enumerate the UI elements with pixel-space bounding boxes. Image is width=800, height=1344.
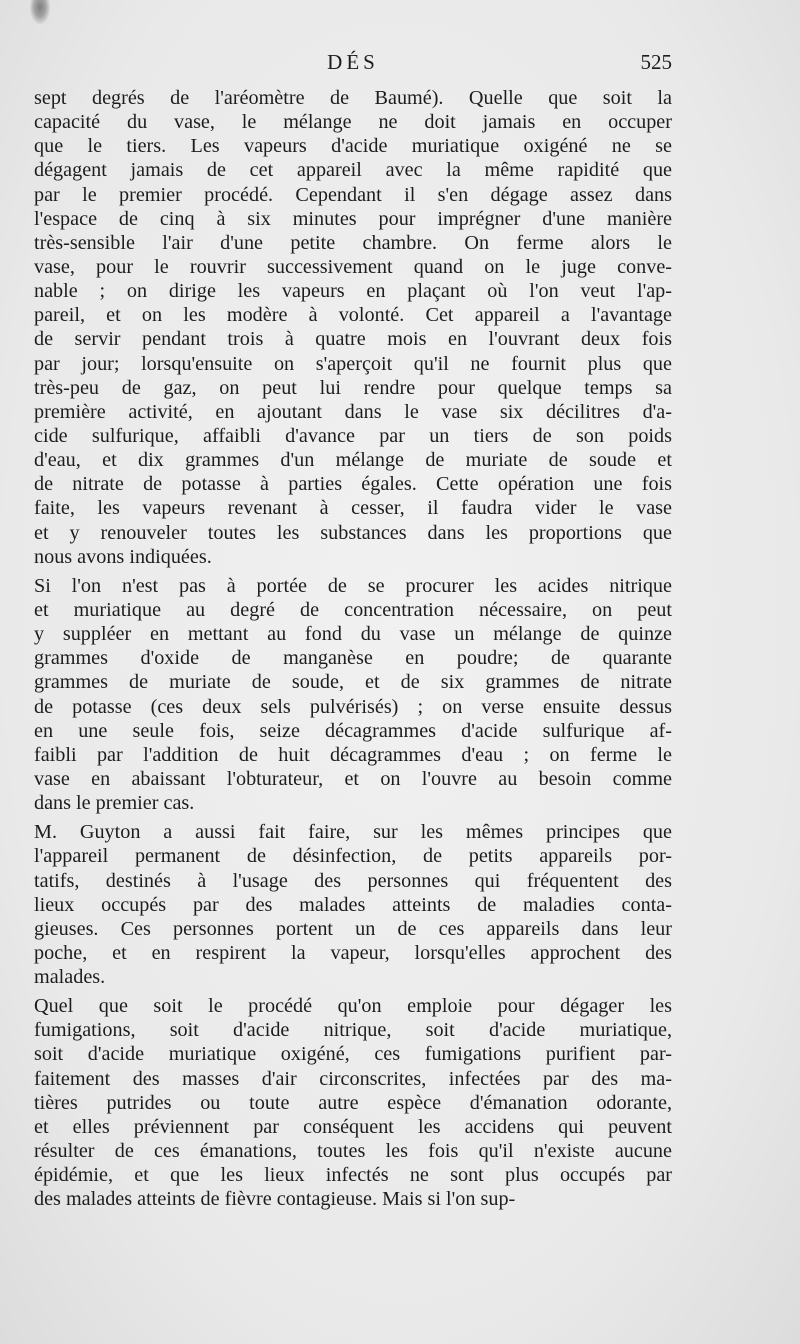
text-line: résulter de ces émanations, toutes les fois qu'il n'existe aucune	[34, 1140, 672, 1163]
text-line: faitement des masses d'air circonscrites, infectées par des ma-	[34, 1067, 672, 1090]
text-line: faibli par l'addition de huit décagrammes d'eau ; on ferme le	[34, 743, 672, 766]
text-line: nous avons indiquées.	[34, 545, 212, 568]
text-line: des malades atteints de fièvre contagieuse. Mais si l'on sup-	[34, 1188, 516, 1211]
text-line: vase, pour le rouvrir successivement quand on le juge conve-	[34, 255, 672, 278]
text-line: faite, les vapeurs revenant à cesser, il faudra vider le vase	[34, 497, 672, 520]
text-line: grammes de muriate de soude, et de six grammes de nitrate	[34, 671, 672, 694]
text-line: Quel que soit le procédé qu'on emploie pour dégager les	[34, 995, 672, 1018]
text-line: très-peu de gaz, on peut lui rendre pour quelque temps sa	[34, 376, 672, 399]
text-line: en une seule fois, seize décagrammes d'acide sulfurique af-	[34, 719, 672, 742]
running-head: DÉS	[327, 50, 379, 74]
text-line: de servir pendant trois à quatre mois en l'ouvrant deux fois	[34, 328, 672, 351]
text-line: par le premier procédé. Cependant il s'en dégage assez dans	[34, 183, 672, 206]
text-line: tatifs, destinés à l'usage des personnes qui fréquentent des	[34, 869, 672, 892]
text-line: par jour; lorsqu'ensuite on s'aperçoit qu'il ne fournit plus que	[34, 352, 672, 375]
text-line: l'espace de cinq à six minutes pour imprégner d'une manière	[34, 207, 672, 230]
text-line: vase en abaissant l'obturateur, et on l'ouvre au besoin comme	[34, 767, 672, 790]
paragraph	[34, 86, 672, 569]
text-line: première activité, en ajoutant dans le vase six décilitres d'a-	[34, 400, 672, 423]
text-line: et y renouveler toutes les substances dans les proportions que	[34, 521, 672, 544]
text-line: sept degrés de l'aréomètre de Baumé). Quelle que soit la	[34, 87, 672, 109]
text-line: dégagent jamais de cet appareil avec la même rapidité que	[34, 159, 672, 182]
paragraph	[34, 994, 672, 1211]
page-header	[34, 50, 672, 82]
text-line: grammes d'oxide de manganèse en poudre; de quarante	[34, 647, 672, 670]
text-line: nable ; on dirige les vapeurs en plaçant où l'on veut l'ap-	[34, 280, 672, 303]
text-line: dans le premier cas.	[34, 792, 195, 815]
text-line: gieuses. Ces personnes portent un de ces appareils dans leur	[34, 917, 672, 940]
text-line: l'appareil permanent de désinfection, de petits appareils por-	[34, 845, 672, 868]
text-line: tières putrides ou toute autre espèce d'émanation odorante,	[34, 1091, 672, 1114]
text-line: soit d'acide muriatique oxigéné, ces fumigations purifient par-	[34, 1043, 672, 1066]
text-line: très-sensible l'air d'une petite chambre. On ferme alors le	[34, 231, 672, 254]
body-text	[34, 86, 672, 1211]
text-line: capacité du vase, le mélange ne doit jamais en occuper	[34, 111, 672, 134]
page-number: 525	[640, 50, 672, 74]
text-line: d'eau, et dix grammes d'un mélange de muriate de soude et	[34, 449, 672, 472]
text-line: et elles préviennent par conséquent les accidens qui peuvent	[34, 1115, 672, 1138]
text-line: cide sulfurique, affaibli d'avance par un tiers de son poids	[34, 424, 672, 447]
text-line: malades.	[34, 966, 106, 989]
text-line: y suppléer en mettant au fond du vase un mélange de quinze	[34, 623, 672, 646]
text-line: et muriatique au degré de concentration nécessaire, on peut	[34, 598, 672, 621]
text-line: de nitrate de potasse à parties égales. Cette opération une fois	[34, 473, 672, 496]
text-line: M. Guyton a aussi fait faire, sur les mêmes principes que	[34, 821, 672, 844]
ink-smudge	[30, 0, 50, 24]
text-line: pareil, et on les modère à volonté. Cet appareil a l'avantage	[34, 304, 672, 327]
text-line: Si l'on n'est pas à portée de se procurer les acides nitrique	[34, 574, 672, 597]
text-line: lieux occupés par des malades atteints de maladies conta-	[34, 893, 672, 916]
paragraph	[34, 574, 672, 815]
text-line: fumigations, soit d'acide nitrique, soit d'acide muriatique,	[34, 1019, 672, 1042]
paragraph	[34, 820, 672, 989]
text-line: épidémie, et que les lieux infectés ne sont plus occupés par	[34, 1164, 672, 1187]
text-line: de potasse (ces deux sels pulvérisés) ; on verse ensuite dessus	[34, 695, 672, 718]
text-line: que le tiers. Les vapeurs d'acide muriatique oxigéné ne se	[34, 135, 672, 158]
text-line: poche, et en respirent la vapeur, lorsqu'elles approchent des	[34, 941, 672, 964]
